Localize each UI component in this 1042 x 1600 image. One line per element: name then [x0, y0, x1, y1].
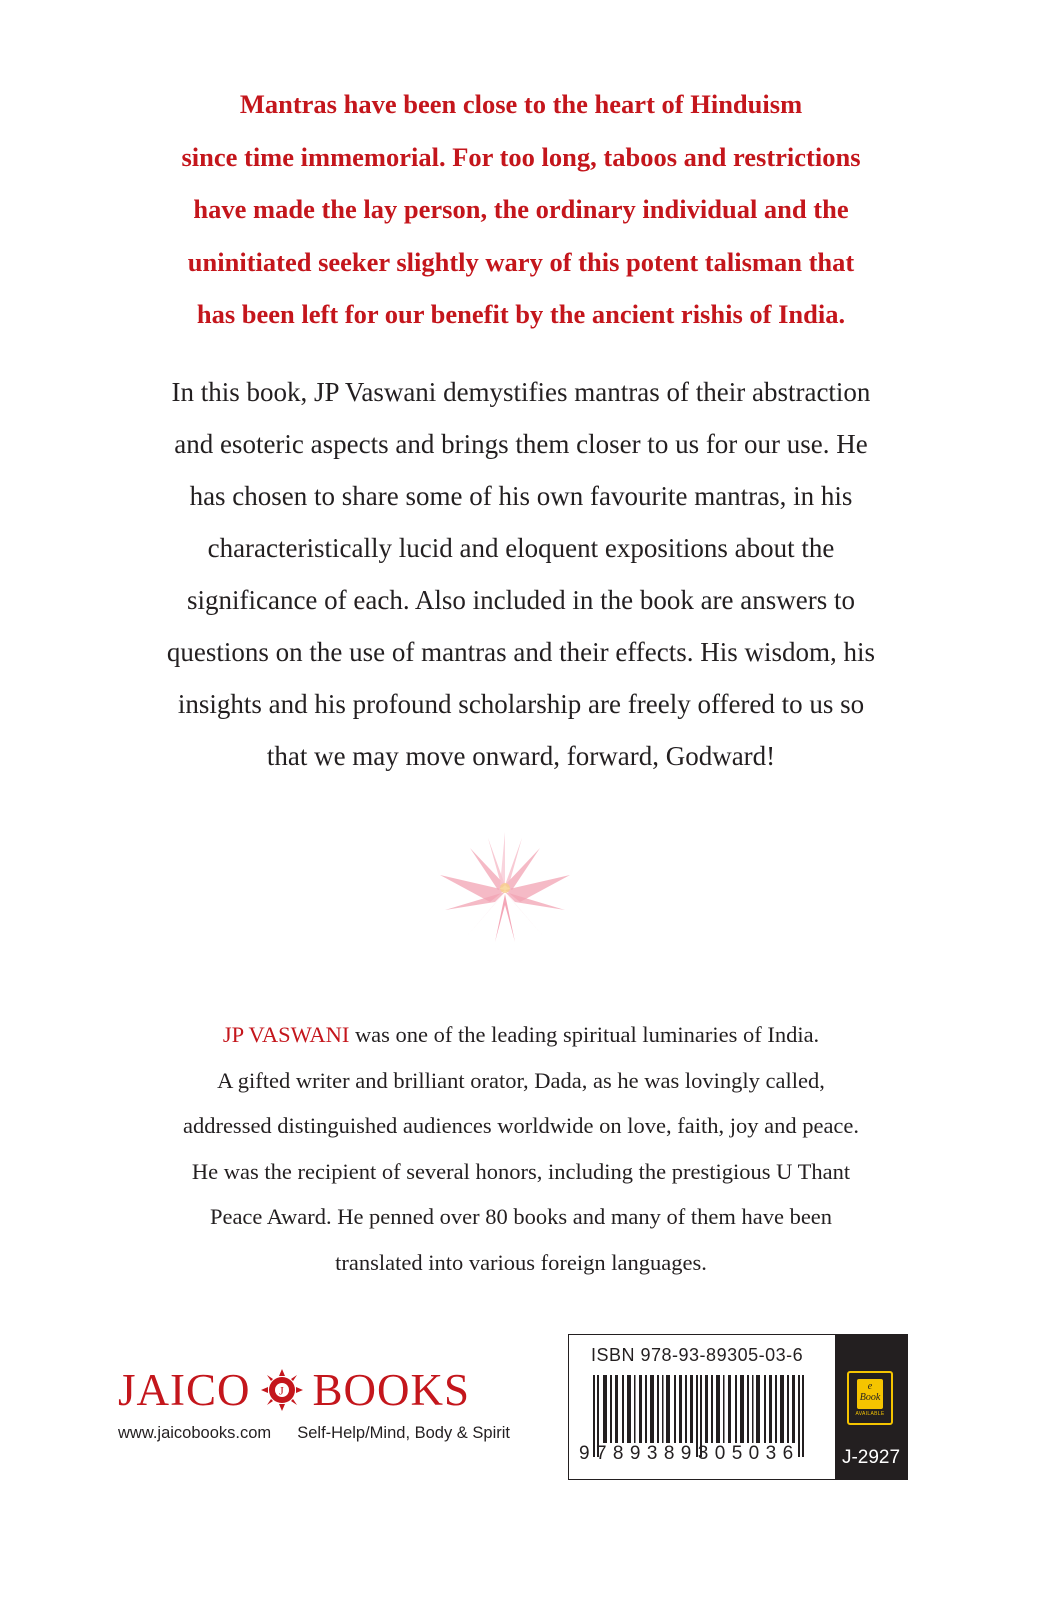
blurb-line: has been left for our benefit by the ancient rishis of India. [196, 299, 846, 329]
description-line: questions on the use of mantras and their effects. His wisdom, his [166, 637, 876, 667]
description-line: insights and his profound scholarship are freely offered to us so [177, 689, 865, 719]
bio-line: A gifted writer and brilliant orator, Dada, as he was lovingly called, [217, 1067, 825, 1093]
ebook-available: AVAILABLE [855, 1411, 885, 1417]
description-line: characteristically lucid and eloquent expositions about the [207, 533, 835, 563]
bio-line: Peace Award. He penned over 80 books and many of them have been [209, 1204, 833, 1229]
ebook-available-badge [847, 1371, 893, 1425]
bio-line: addressed distinguished audiences worldwide on love, faith, joy and peace. [182, 1113, 860, 1138]
book-category: Self-Help/Mind, Body & Spirit [297, 1424, 510, 1442]
bio-line [110, 1012, 932, 1058]
ebook-label: Book [859, 1392, 881, 1403]
bio-line: He was the recipient of several honors, including the prestigious U Thant [191, 1158, 851, 1184]
ebook-icon [857, 1379, 883, 1409]
author-name: JP VASWANI [222, 1022, 350, 1047]
lotus-flower-icon [440, 830, 570, 945]
blurb-line: Mantras have been close to the heart of Hinduism [239, 89, 803, 119]
publisher-logo [118, 1362, 518, 1452]
bio-line: translated into various foreign languages. [335, 1249, 707, 1275]
publisher-emblem-icon [259, 1367, 305, 1413]
bio-first-line: was one of the leading spiritual luminaries of India. [349, 1022, 820, 1047]
description-line: In this book, JP Vaswani demystifies mantras of their abstraction [171, 377, 871, 407]
isbn-label: ISBN 978-93-89305-03-6 [591, 1345, 804, 1365]
publisher-name [118, 1362, 518, 1418]
barcode-panel [568, 1334, 908, 1480]
barcode-digits: 9789389305036 [579, 1443, 800, 1464]
blurb-line: have made the lay person, the ordinary individual and the [193, 194, 849, 224]
emblem-letter: J [278, 1383, 285, 1398]
description-line: that we may move onward, forward, Godward! [266, 741, 776, 771]
publisher-name-left: JAICO [118, 1365, 251, 1415]
description-line: significance of each. Also included in the book are answers to [186, 585, 856, 615]
author-bio [110, 1012, 932, 1285]
highlight-blurb [110, 78, 932, 341]
book-description [110, 366, 932, 782]
ebook-strip [835, 1335, 907, 1479]
publisher-website[interactable]: www.jaicobooks.com [118, 1424, 272, 1442]
description-line: and esoteric aspects and brings them closer to us for our use. He [174, 429, 868, 459]
blurb-line: uninitiated seeker slightly wary of this potent talisman that [187, 246, 855, 277]
description-line: has chosen to share some of his own favourite mantras, in his [189, 481, 853, 511]
publisher-name-right: BOOKS [312, 1365, 471, 1415]
blurb-line: since time immemorial. For too long, taboos and restrictions [181, 141, 861, 172]
ebook-e: e [867, 1381, 873, 1392]
catalog-code: J-2927 [841, 1447, 901, 1468]
